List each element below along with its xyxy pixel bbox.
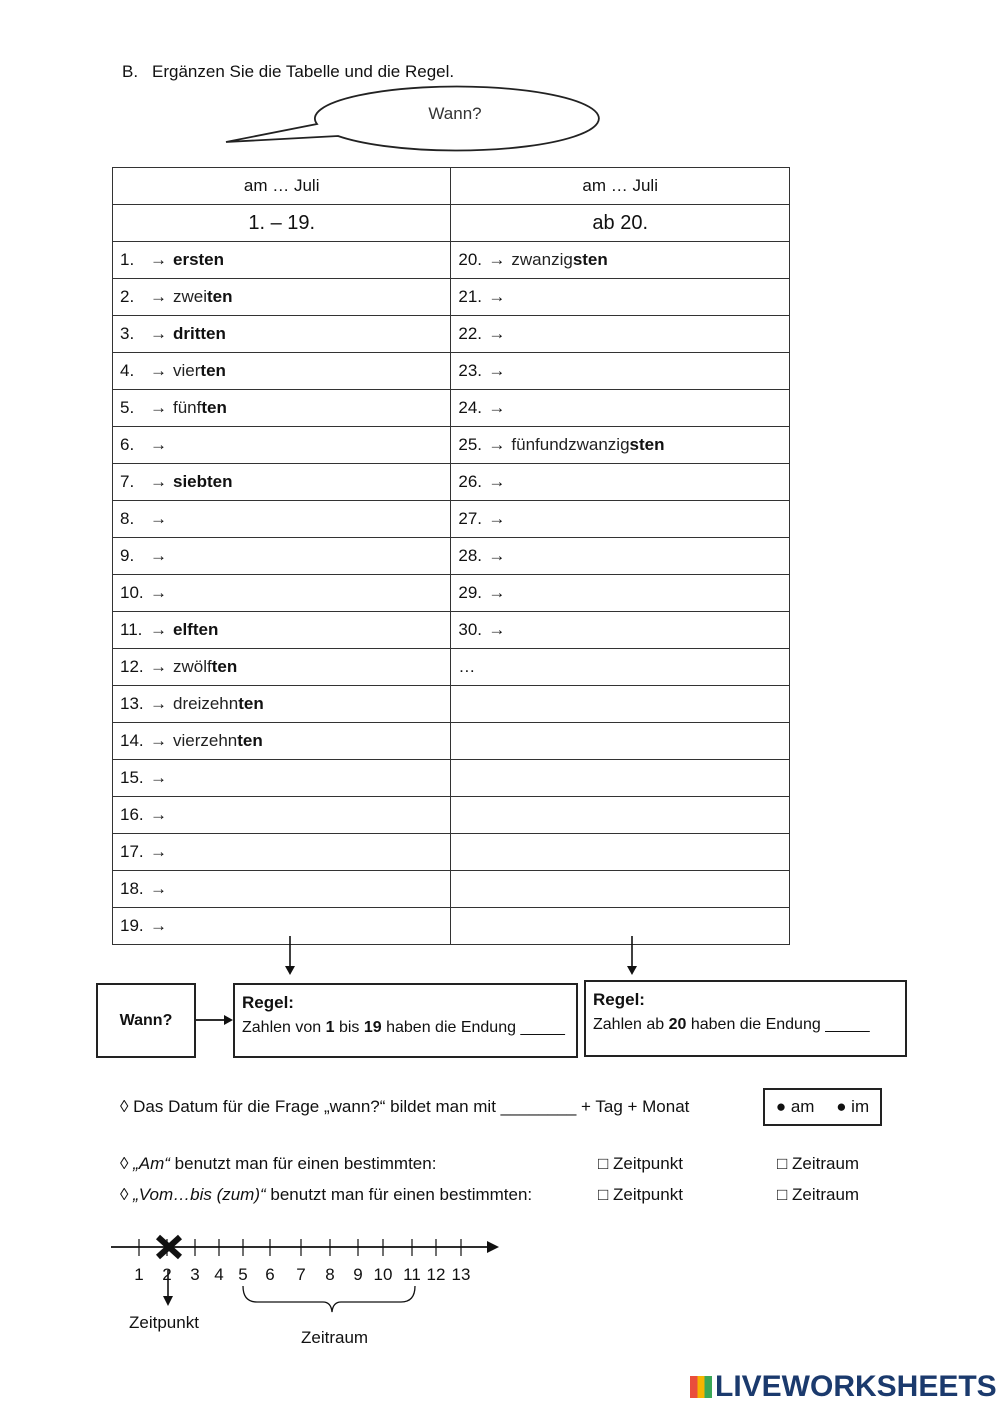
arrow-icon: →	[488, 509, 506, 528]
arrow-icon: →	[488, 250, 506, 269]
table-row	[113, 612, 790, 649]
right-cell[interactable]	[451, 908, 790, 945]
timeline-tick-label: 11	[403, 1265, 421, 1284]
timeline-tick-label: 4	[214, 1265, 224, 1284]
right-arrow-icon	[196, 1012, 234, 1028]
right-cell[interactable]	[451, 871, 790, 908]
ordinal-ending: elften	[173, 620, 219, 639]
timeline-tick-label: 7	[296, 1265, 306, 1284]
table-row	[113, 797, 790, 834]
left-cell[interactable]	[113, 686, 451, 723]
table-row	[113, 242, 790, 279]
subheader-right: ab 20.	[451, 205, 790, 242]
ordinal-ending: siebten	[173, 472, 233, 491]
range-brace-icon	[243, 1286, 415, 1312]
arrow-icon: →	[150, 324, 167, 343]
diamond-icon: ◊	[120, 1185, 134, 1204]
right-cell[interactable]	[451, 390, 790, 427]
right-cell[interactable]	[451, 686, 790, 723]
left-cell[interactable]	[113, 427, 451, 464]
ordinal-ending: sten	[629, 435, 665, 454]
ordinal-stem: vierzehn	[173, 731, 238, 750]
arrow-icon: →	[150, 361, 167, 380]
timeline-tick-label: 2	[162, 1265, 172, 1284]
checkbox-zeitpunkt-2[interactable]: □ Zeitpunkt	[598, 1185, 683, 1204]
table-row	[113, 686, 790, 723]
point-arrowhead-icon	[163, 1296, 173, 1306]
timeline-tick-label: 9	[353, 1265, 363, 1284]
right-cell[interactable]	[451, 427, 790, 464]
arrow-icon: →	[150, 916, 167, 935]
header-left: am … Juli	[113, 168, 451, 205]
right-cell[interactable]	[451, 242, 790, 279]
ordinal-number: 16.	[120, 805, 144, 824]
ordinal-number: 3.	[120, 324, 135, 343]
left-cell[interactable]	[113, 871, 451, 908]
table-row	[113, 575, 790, 612]
left-cell[interactable]	[113, 723, 451, 760]
down-arrow-icon	[622, 936, 642, 976]
table-row	[113, 723, 790, 760]
arrow-icon: →	[150, 435, 167, 454]
table-row	[113, 279, 790, 316]
rule-text-part: Zahlen von	[242, 1019, 326, 1036]
ordinal-number: 23.	[458, 361, 483, 380]
exercise-letter: B.	[122, 62, 139, 81]
logo-icon	[690, 1376, 712, 1398]
arrow-icon: →	[150, 731, 167, 750]
rule-text[interactable]	[593, 1016, 898, 1034]
options-box	[763, 1088, 882, 1126]
left-cell[interactable]	[113, 316, 451, 353]
timeline-tick-label: 10	[373, 1265, 393, 1284]
ordinal-number: 27.	[458, 509, 483, 528]
arrow-icon: →	[488, 546, 506, 565]
arrow-icon: →	[150, 287, 167, 306]
ordinal-number: 21.	[458, 287, 483, 306]
exercise-title: Ergänzen Sie die Tabelle und die Regel.	[152, 62, 455, 81]
question-quote: „Vom…bis (zum)“	[133, 1185, 266, 1204]
wann-box: Wann?	[96, 983, 196, 1058]
ordinal-ending: ten	[237, 731, 263, 750]
exercise-heading	[122, 62, 454, 82]
timeline-tick-label: 8	[325, 1265, 335, 1284]
timeline-tick-label: 6	[265, 1265, 275, 1284]
question-am	[120, 1154, 436, 1174]
table-subheader-row	[113, 205, 790, 242]
right-cell[interactable]	[451, 723, 790, 760]
ordinal-stem: fünfundzwanzig	[511, 435, 630, 454]
ordinal-stem: zwei	[173, 287, 208, 306]
arrow-icon: →	[150, 768, 167, 787]
table-row	[113, 760, 790, 797]
ordinal-ending: dritten	[173, 324, 226, 343]
timeline-tick-label: 13	[451, 1265, 471, 1284]
ordinal-ending: ten	[200, 361, 226, 380]
ordinal-number: 4.	[120, 361, 135, 380]
timeline-tick-label: 5	[238, 1265, 248, 1284]
zeitpunkt-label: Zeitpunkt	[129, 1313, 199, 1332]
question-vom-bis	[120, 1185, 532, 1205]
rule-box-1-19	[233, 983, 578, 1058]
right-cell[interactable]	[451, 501, 790, 538]
rule-text-part: Zahlen ab	[593, 1016, 669, 1033]
arrow-icon: →	[150, 250, 167, 269]
right-cell[interactable]	[451, 612, 790, 649]
ordinal-stem: fünf	[173, 398, 202, 417]
ordinal-number: 20.	[458, 250, 483, 269]
timeline-labels	[105, 1265, 505, 1289]
table-row	[113, 871, 790, 908]
table-row	[113, 538, 790, 575]
left-cell[interactable]	[113, 353, 451, 390]
ordinal-number: 14.	[120, 731, 144, 750]
right-cell[interactable]	[451, 797, 790, 834]
arrow-icon: →	[488, 398, 506, 417]
right-cell[interactable]	[451, 316, 790, 353]
question-text: benutzt man für einen bestimmten:	[265, 1185, 533, 1204]
arrow-icon: →	[150, 694, 167, 713]
table-row	[113, 316, 790, 353]
ordinal-number: 17.	[120, 842, 144, 861]
rule-text-part: bis	[334, 1019, 364, 1036]
header-right: am … Juli	[451, 168, 790, 205]
ordinal-number: 8.	[120, 509, 135, 528]
left-cell[interactable]	[113, 464, 451, 501]
left-cell[interactable]	[113, 575, 451, 612]
ordinal-number: 26.	[458, 472, 483, 491]
arrow-icon: →	[488, 361, 506, 380]
liveworksheets-logo	[690, 1370, 997, 1404]
arrow-icon: →	[150, 620, 167, 639]
date-rule-line[interactable]: ◊ Das Datum für die Frage „wann?“ bildet man mit ________ + Tag + Monat	[120, 1097, 690, 1116]
right-cell[interactable]	[451, 464, 790, 501]
rule-text[interactable]	[242, 1019, 569, 1037]
ordinal-stem: zwölf	[173, 657, 212, 676]
left-cell[interactable]	[113, 501, 451, 538]
rule-title: Regel:	[242, 993, 294, 1012]
rule-number: 1	[325, 1019, 335, 1036]
left-cell[interactable]	[113, 797, 451, 834]
ordinal-number: 24.	[458, 398, 483, 417]
checkbox-zeitraum-2[interactable]: □ Zeitraum	[777, 1185, 860, 1204]
timeline-tick-label: 12	[426, 1265, 446, 1284]
arrow-icon: →	[150, 657, 167, 676]
table-row	[113, 464, 790, 501]
left-cell[interactable]	[113, 279, 451, 316]
right-cell[interactable]	[451, 649, 790, 686]
rule-box-ab-20	[584, 980, 907, 1057]
table-row	[113, 390, 790, 427]
question-quote: „Am“	[133, 1154, 170, 1173]
checkbox-zeitpunkt-1[interactable]: □ Zeitpunkt	[598, 1154, 683, 1173]
table-row	[113, 501, 790, 538]
ordinal-number: 25.	[458, 435, 483, 454]
ordinal-number: 13.	[120, 694, 144, 713]
ordinal-number: 29.	[458, 583, 483, 602]
table-row	[113, 908, 790, 945]
right-cell[interactable]	[451, 353, 790, 390]
ordinal-ending: ten	[211, 657, 238, 676]
ordinal-ending: ersten	[173, 250, 225, 269]
ordinal-ending: ten	[207, 287, 233, 306]
ordinal-number: 28.	[458, 546, 483, 565]
option-im[interactable]: ● im	[836, 1097, 870, 1116]
left-cell[interactable]	[113, 834, 451, 871]
ordinal-number: 30.	[458, 620, 483, 639]
logo-text: LIVEWORKSHEETS	[715, 1370, 997, 1403]
right-cell[interactable]	[451, 538, 790, 575]
ordinal-number: 9.	[120, 546, 135, 565]
right-cell[interactable]	[451, 834, 790, 871]
question-text: benutzt man für einen bestimmten:	[169, 1154, 437, 1173]
table-row	[113, 353, 790, 390]
left-cell[interactable]	[113, 760, 451, 797]
ordinal-stem: dreizehn	[173, 694, 239, 713]
ordinal-number: 6.	[120, 435, 135, 454]
ordinal-number: 2.	[120, 287, 135, 306]
ordinal-number: 22.	[458, 324, 483, 343]
zeitraum-label: Zeitraum	[301, 1328, 369, 1347]
ordinal-stem: vier	[173, 361, 201, 380]
arrow-icon: →	[150, 398, 167, 417]
arrow-icon: →	[488, 287, 506, 306]
arrow-icon: →	[150, 879, 167, 898]
rule-number: 20	[668, 1016, 687, 1033]
rule-ending-blank[interactable]: haben die Endung _____	[381, 1019, 565, 1036]
rule-ending-blank[interactable]: haben die Endung _____	[686, 1016, 870, 1033]
left-cell[interactable]	[113, 538, 451, 575]
table-row	[113, 427, 790, 464]
diamond-icon: ◊	[120, 1154, 134, 1173]
option-am[interactable]: ● am	[775, 1097, 815, 1116]
ordinal-number: 18.	[120, 879, 144, 898]
arrow-icon: →	[488, 620, 506, 639]
arrow-icon: →	[150, 805, 167, 824]
ordinal-number: 5.	[120, 398, 135, 417]
right-cell[interactable]	[451, 279, 790, 316]
timeline-tick-label: 1	[134, 1265, 144, 1284]
arrow-icon: →	[150, 546, 167, 565]
bubble-text: Wann?	[428, 104, 482, 123]
ordinal-number: 1.	[120, 250, 135, 269]
ordinal-number: 15.	[120, 768, 144, 787]
table-row	[113, 649, 790, 686]
arrow-icon: →	[488, 583, 506, 602]
ordinal-number: 7.	[120, 472, 135, 491]
arrow-icon: →	[150, 583, 167, 602]
ordinal-stem: zwanzig	[511, 250, 573, 269]
ordinal-ending: ten	[238, 694, 264, 713]
arrow-icon: →	[488, 435, 506, 454]
arrow-icon: →	[150, 842, 167, 861]
left-cell[interactable]	[113, 612, 451, 649]
ordinal-number: 10.	[120, 583, 144, 602]
right-cell[interactable]	[451, 760, 790, 797]
subheader-left: 1. – 19.	[113, 205, 451, 242]
ordinal-number: 19.	[120, 916, 144, 935]
checkbox-zeitraum-1[interactable]: □ Zeitraum	[777, 1154, 860, 1173]
arrow-icon: →	[488, 472, 506, 491]
rule-number: 19	[363, 1019, 382, 1036]
ordinal-ending: sten	[572, 250, 608, 269]
arrow-icon: →	[150, 472, 167, 491]
ordinal-number: …	[458, 657, 476, 676]
rule-title: Regel:	[593, 990, 645, 1009]
down-arrow-icon	[280, 936, 300, 976]
table-header-row	[113, 168, 790, 205]
ordinal-number: 12.	[120, 657, 144, 676]
left-cell[interactable]	[113, 390, 451, 427]
ordinal-ending: ten	[201, 398, 227, 417]
arrow-icon: →	[488, 324, 506, 343]
right-cell[interactable]	[451, 575, 790, 612]
ordinal-table	[112, 167, 790, 945]
ordinal-number: 11.	[120, 620, 143, 639]
arrow-icon: →	[150, 509, 167, 528]
left-cell[interactable]	[113, 242, 451, 279]
table-row	[113, 834, 790, 871]
timeline-tick-label: 3	[190, 1265, 200, 1284]
left-cell[interactable]	[113, 649, 451, 686]
